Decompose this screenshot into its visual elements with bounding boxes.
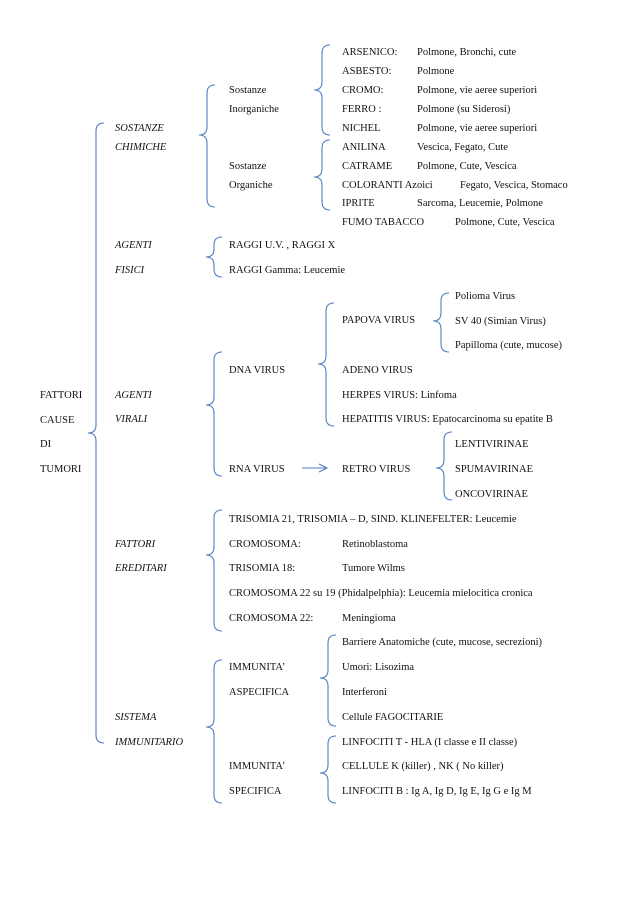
inorganiche-item-name: NICHEL (342, 123, 381, 134)
chimiche-brace (199, 85, 215, 207)
ereditari-item-name: TRISOMIA 18: (229, 563, 296, 574)
ereditari-item-desc: Retinoblastoma (342, 539, 408, 550)
inorganiche-brace (314, 45, 330, 135)
virali-title-1: AGENTI (115, 390, 152, 401)
inorganiche-item-desc: Polmone (417, 66, 455, 77)
virali-title-2: VIRALI (115, 414, 148, 425)
dna-other-item: HEPATITIS VIRUS: Epatocarcinoma su epatite B (342, 414, 553, 425)
papova-item: Polioma Virus (455, 291, 516, 302)
organiche-item-desc: Sarcoma, Leucemie, Polmone (417, 198, 543, 209)
chimiche-title-2: CHIMICHE (115, 142, 167, 153)
inorganiche-item-name: FERRO : (342, 104, 382, 115)
dna-other-item: ADENO VIRUS (342, 365, 413, 376)
ereditari-title-1: FATTORI (115, 539, 156, 550)
dna-brace (318, 303, 334, 426)
aspecifica-title-1: IMMUNITA’ (229, 662, 286, 673)
inorganiche-item-name: CROMO: (342, 85, 384, 96)
papova-virus-label: PAPOVA VIRUS (342, 315, 416, 326)
dna-other-item: HERPES VIRUS: Linfoma (342, 390, 457, 401)
organiche-item-name: IPRITE (342, 198, 375, 209)
aspecifica-item: Cellule FAGOCITARIE (342, 712, 444, 723)
chimiche-title-1: SOSTANZE (115, 123, 164, 134)
specifica-item: CELLULE K (killer) , NK ( No killer) (342, 761, 504, 772)
ereditari-item-name: CROMOSOMA 22: (229, 613, 314, 624)
papova-item: Papilloma (cute, mucose) (455, 340, 563, 351)
retro-item: SPUMAVIRINAE (455, 464, 533, 475)
fisici-brace (206, 237, 222, 277)
aspecifica-item: Umori: Lisozima (342, 662, 415, 673)
dna-virus-label: DNA VIRUS (229, 365, 286, 376)
immunitario-brace (206, 660, 222, 803)
papova-brace (433, 293, 449, 352)
inorganiche-item-name: ARSENICO: (342, 47, 398, 58)
organiche-item-name: FUMO TABACCO (342, 217, 425, 228)
inorganiche-item-desc: Polmone, Bronchi, cute (417, 47, 517, 58)
organiche-item-name: COLORANTI Azoici (342, 180, 433, 191)
organiche-item-desc: Fegato, Vescica, Stomaco (460, 180, 568, 191)
fisici-title-2: FISICI (115, 265, 145, 276)
fisici-title-1: AGENTI (115, 240, 152, 251)
organiche-title-2: Organiche (229, 180, 273, 191)
inorganiche-item-desc: Polmone, vie aeree superiori (417, 85, 538, 96)
root-label-3: DI (40, 439, 52, 450)
retro-virus-label: RETRO VIRUS (342, 464, 411, 475)
ereditari-item-name: TRISOMIA 21, TRISOMIA – D, SIND. KLINEFELTER: Leucemie (229, 514, 517, 525)
root-label-4: TUMORI (40, 464, 82, 475)
fisici-item: RAGGI Gamma: Leucemie (229, 265, 346, 276)
organiche-item-desc: Vescica, Fegato, Cute (417, 142, 508, 153)
inorganiche-title-2: Inorganiche (229, 104, 279, 115)
papova-item: SV 40 (Simian Virus) (455, 316, 546, 327)
specifica-brace (320, 736, 336, 803)
root-brace (88, 123, 104, 743)
ereditari-item-desc: Meningioma (342, 613, 396, 624)
fisici-item: RAGGI U.V. , RAGGI X (229, 240, 336, 251)
organiche-item-desc: Polmone, Cute, Vescica (417, 161, 517, 172)
specifica-title-1: IMMUNITA’ (229, 761, 286, 772)
immunitario-title-2: IMMUNITARIO (115, 737, 184, 748)
aspecifica-brace (320, 635, 336, 726)
retro-item: ONCOVIRINAE (455, 489, 528, 500)
aspecifica-item: Interferoni (342, 687, 387, 698)
inorganiche-item-desc: Polmone (su Siderosi) (417, 104, 511, 115)
inorganiche-item-desc: Polmone, vie aeree superiori (417, 123, 538, 134)
specifica-item: LINFOCITI T - HLA (I classe e II classe) (342, 737, 518, 748)
retro-brace (436, 432, 452, 500)
organiche-item-name: ANILINA (342, 142, 386, 153)
aspecifica-item: Barriere Anatomiche (cute, mucose, secrezioni) (342, 637, 542, 648)
ereditari-item-desc: Tumore Wilms (342, 563, 405, 574)
aspecifica-title-2: ASPECIFICA (229, 687, 290, 698)
organiche-item-name: CATRAME (342, 161, 393, 172)
ereditari-item-name: CROMOSOMA 22 su 19 (Phidalpelphia): Leucemia mielocitica cronica (229, 588, 533, 599)
organiche-title-1: Sostanze (229, 161, 267, 172)
organiche-brace (314, 140, 330, 210)
ereditari-brace (206, 510, 222, 631)
virali-brace (206, 352, 222, 476)
root-label-1: FATTORI (40, 390, 83, 401)
specifica-title-2: SPECIFICA (229, 786, 282, 797)
ereditari-item-name: CROMOSOMA: (229, 539, 301, 550)
organiche-item-desc: Polmone, Cute, Vescica (455, 217, 555, 228)
retro-item: LENTIVIRINAE (455, 439, 529, 450)
immunitario-title-1: SISTEMA (115, 712, 157, 723)
ereditari-title-2: EREDITARI (115, 563, 167, 574)
inorganiche-item-name: ASBESTO: (342, 66, 392, 77)
specifica-item: LINFOCITI B : Ig A, Ig D, Ig E, Ig G e Ig M (342, 786, 532, 797)
root-label-2: CAUSE (40, 415, 75, 426)
inorganiche-title-1: Sostanze (229, 85, 267, 96)
rna-virus-label: RNA VIRUS (229, 464, 285, 475)
